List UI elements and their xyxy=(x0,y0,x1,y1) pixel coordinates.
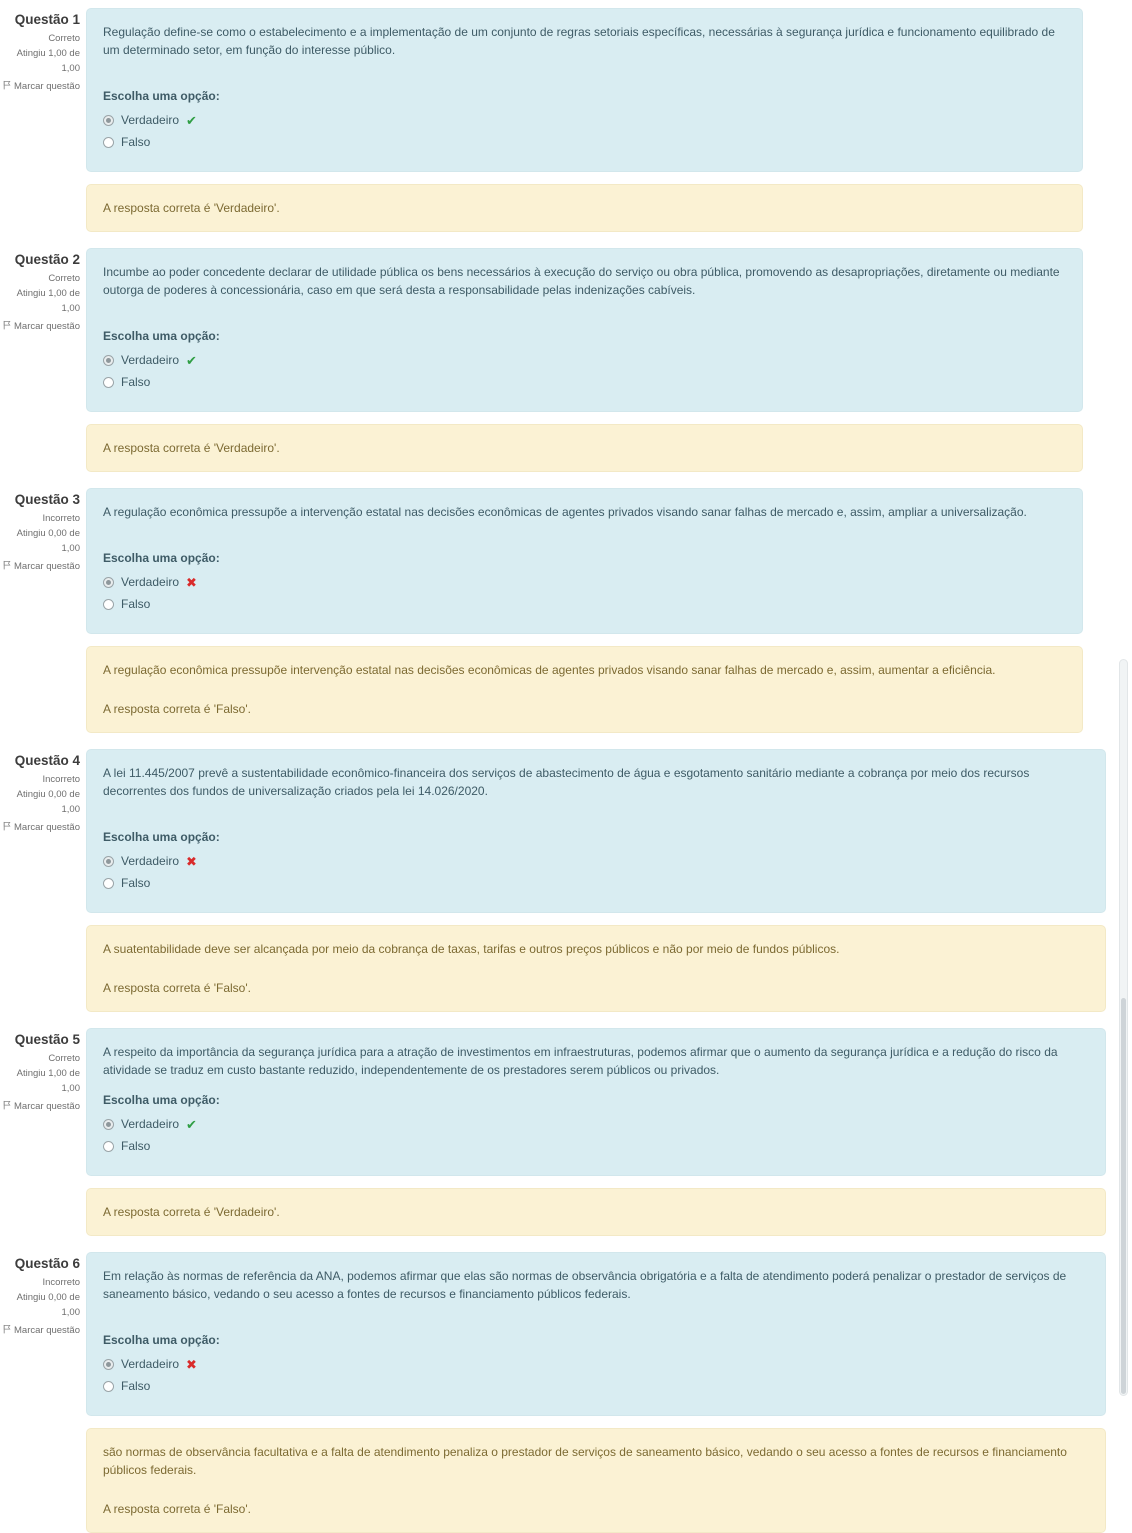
feedback-text: A resposta correta é 'Verdadeiro'. xyxy=(103,1205,280,1219)
feedback-text: A resposta correta é 'Falso'. xyxy=(103,702,251,716)
answer-options xyxy=(103,113,1066,149)
radio-verdadeiro[interactable] xyxy=(103,856,114,867)
answer-prompt: Escolha uma opção: xyxy=(103,1093,220,1107)
correct-check-icon: ✔ xyxy=(186,112,197,128)
question-body xyxy=(86,1028,1106,1176)
incorrect-cross-icon: ✖ xyxy=(186,574,197,590)
question-grade: Atingiu 0,00 de 1,00 xyxy=(16,788,80,815)
question-content xyxy=(86,488,1083,733)
option-verdadeiro[interactable] xyxy=(103,575,1066,589)
feedback-text: A resposta correta é 'Verdadeiro'. xyxy=(103,201,280,215)
question-number: Questão 4 xyxy=(14,753,80,768)
question-content xyxy=(86,1028,1106,1236)
option-label: Falso xyxy=(121,135,151,149)
feedback-text: A resposta correta é 'Falso'. xyxy=(103,1502,251,1516)
question-body xyxy=(86,749,1106,913)
question-state: Correto xyxy=(48,273,80,285)
question-text: Em relação às normas de referência da ANA, podemos afirmar que elas são normas de observância obrigatória e a falta de atendimento poderá penalizar o prestador de serviços de saneamento básico, vedando o seu acesso a fontes de recursos e financiamento públicos federais. xyxy=(103,1269,1067,1301)
correct-check-icon: ✔ xyxy=(186,352,197,368)
option-label: Verdadeiro xyxy=(121,1117,180,1131)
feedback-text: A regulação econômica pressupõe intervenção estatal nas decisões econômicas de agentes privados visando sanar falhas de mercado e, assim, aumentar a eficiência. xyxy=(103,663,996,677)
flag-icon xyxy=(2,1101,14,1112)
option-verdadeiro[interactable] xyxy=(103,1357,1089,1371)
feedback-box xyxy=(86,1428,1106,1533)
incorrect-cross-icon: ✖ xyxy=(186,1356,197,1372)
question-number: Questão 2 xyxy=(14,252,80,267)
answer-options xyxy=(103,1357,1089,1393)
option-falso[interactable] xyxy=(103,135,1066,149)
question-number: Questão 5 xyxy=(14,1032,80,1047)
question-state: Incorreto xyxy=(42,513,80,525)
flag-icon xyxy=(2,1325,14,1336)
option-label: Falso xyxy=(121,876,151,890)
question-grade: Atingiu 1,00 de 1,00 xyxy=(16,1067,80,1094)
question-content xyxy=(86,749,1106,1012)
flag-question-link[interactable] xyxy=(2,1100,80,1115)
question-grade: Atingiu 1,00 de 1,00 xyxy=(16,47,80,74)
radio-verdadeiro[interactable] xyxy=(103,1119,114,1130)
answer-prompt: Escolha uma opção: xyxy=(103,830,220,844)
option-verdadeiro[interactable] xyxy=(103,854,1089,868)
question-content xyxy=(86,248,1083,472)
radio-falso[interactable] xyxy=(103,137,114,148)
question-block xyxy=(0,749,1132,1012)
answer-prompt: Escolha uma opção: xyxy=(103,329,220,343)
option-verdadeiro[interactable] xyxy=(103,113,1066,127)
flag-question-link[interactable] xyxy=(2,80,80,95)
question-state: Correto xyxy=(48,1053,80,1065)
option-falso[interactable] xyxy=(103,876,1089,890)
flag-icon xyxy=(2,561,14,572)
feedback-box xyxy=(86,184,1083,232)
feedback-text: A resposta correta é 'Falso'. xyxy=(103,981,251,995)
answer-options xyxy=(103,854,1089,890)
flag-icon xyxy=(2,822,14,833)
scrollbar-track[interactable] xyxy=(1119,659,1128,1396)
question-info xyxy=(0,488,86,575)
answer-prompt: Escolha uma opção: xyxy=(103,1333,220,1347)
flag-label: Marcar questão xyxy=(14,822,81,834)
option-label: Verdadeiro xyxy=(121,353,180,367)
question-text: A lei 11.445/2007 prevê a sustentabilidade econômico-financeira dos serviços de abastecimento de água e esgotamento sanitário mediante a cobrança por meio dos recursos decorrentes dos fundos de universalização criados pela lei 14.026/2020. xyxy=(103,766,1030,798)
question-text: A respeito da importância da segurança jurídica para a atração de investimentos em infraestruturas, podemos afirmar que o aumento da segurança jurídica e a redução do risco da atividade se traduz em custo bastante reduzido, independentemente de os prestadores serem públicos ou privados. xyxy=(103,1045,1058,1077)
question-text: Regulação define-se como o estabelecimento e a implementação de um conjunto de regras setoriais específicas, necessárias à segurança jurídica e funcionamento equilibrado de um determinado setor, em função do interesse público. xyxy=(103,25,1055,57)
question-info xyxy=(0,749,86,836)
flag-label: Marcar questão xyxy=(14,1101,81,1113)
incorrect-cross-icon: ✖ xyxy=(186,853,197,869)
option-label: Falso xyxy=(121,597,151,611)
scrollbar-thumb[interactable] xyxy=(1121,998,1126,1394)
flag-label: Marcar questão xyxy=(14,81,81,93)
flag-question-link[interactable] xyxy=(2,821,80,836)
question-block xyxy=(0,488,1132,733)
flag-icon xyxy=(2,321,14,332)
option-falso[interactable] xyxy=(103,1379,1089,1393)
option-label: Verdadeiro xyxy=(121,575,180,589)
option-falso[interactable] xyxy=(103,597,1066,611)
feedback-text: são normas de observância facultativa e a falta de atendimento penaliza o prestador de serviços de saneamento básico, vedando o seu acesso a fontes de recursos e financiamento públicos federais. xyxy=(103,1445,1067,1477)
flag-question-link[interactable] xyxy=(2,560,80,575)
question-block xyxy=(0,248,1132,472)
radio-verdadeiro[interactable] xyxy=(103,355,114,366)
question-info xyxy=(0,248,86,335)
question-body xyxy=(86,1252,1106,1416)
flag-label: Marcar questão xyxy=(14,561,81,573)
radio-verdadeiro[interactable] xyxy=(103,115,114,126)
question-content xyxy=(86,1252,1106,1533)
radio-falso[interactable] xyxy=(103,1381,114,1392)
radio-verdadeiro[interactable] xyxy=(103,577,114,588)
option-falso[interactable] xyxy=(103,1139,1089,1153)
option-label: Falso xyxy=(121,1139,151,1153)
question-body xyxy=(86,488,1083,634)
question-state: Correto xyxy=(48,33,80,45)
radio-verdadeiro[interactable] xyxy=(103,1359,114,1370)
answer-options xyxy=(103,575,1066,611)
question-block xyxy=(0,1028,1132,1236)
answer-prompt: Escolha uma opção: xyxy=(103,551,220,565)
flag-label: Marcar questão xyxy=(14,1325,81,1337)
option-label: Falso xyxy=(121,375,151,389)
option-verdadeiro[interactable] xyxy=(103,353,1066,367)
question-content xyxy=(86,8,1083,232)
option-verdadeiro[interactable] xyxy=(103,1117,1089,1131)
feedback-text: A resposta correta é 'Verdadeiro'. xyxy=(103,441,280,455)
question-info xyxy=(0,1028,86,1115)
feedback-text: A suatentabilidade deve ser alcançada por meio da cobrança de taxas, tarifas e outros preços públicos e não por meio de fundos públicos. xyxy=(103,942,840,956)
radio-falso[interactable] xyxy=(103,1141,114,1152)
feedback-box xyxy=(86,1188,1106,1236)
radio-falso[interactable] xyxy=(103,377,114,388)
answer-prompt: Escolha uma opção: xyxy=(103,89,220,103)
question-body xyxy=(86,248,1083,412)
correct-check-icon: ✔ xyxy=(186,1116,197,1132)
question-block xyxy=(0,1252,1132,1533)
question-info xyxy=(0,1252,86,1339)
option-label: Verdadeiro xyxy=(121,113,180,127)
question-state: Incorreto xyxy=(42,774,80,786)
question-text: Incumbe ao poder concedente declarar de utilidade pública os bens necessários à execução do serviço ou obra pública, promovendo as desapropriações, diretamente ou mediante outorga de poderes à concessionária, caso em que será desta a responsabilidade pelas indenizações cabíveis. xyxy=(103,265,1060,297)
question-info xyxy=(0,8,86,95)
option-label: Verdadeiro xyxy=(121,854,180,868)
option-label: Falso xyxy=(121,1379,151,1393)
radio-falso[interactable] xyxy=(103,878,114,889)
flag-icon xyxy=(2,81,14,92)
feedback-box xyxy=(86,925,1106,1012)
flag-question-link[interactable] xyxy=(2,320,80,335)
question-state: Incorreto xyxy=(42,1277,80,1289)
flag-label: Marcar questão xyxy=(14,321,81,333)
question-text: A regulação econômica pressupõe a intervenção estatal nas decisões econômicas de agentes privados visando sanar falhas de mercado e, assim, ampliar a universalização. xyxy=(103,505,1027,519)
question-grade: Atingiu 1,00 de 1,00 xyxy=(16,287,80,314)
feedback-box xyxy=(86,424,1083,472)
question-number: Questão 1 xyxy=(14,12,80,27)
radio-falso[interactable] xyxy=(103,599,114,610)
flag-question-link[interactable] xyxy=(2,1324,80,1339)
option-label: Verdadeiro xyxy=(121,1357,180,1371)
answer-options xyxy=(103,353,1066,389)
feedback-box xyxy=(86,646,1083,733)
question-body xyxy=(86,8,1083,172)
question-grade: Atingiu 0,00 de 1,00 xyxy=(16,527,80,554)
question-grade: Atingiu 0,00 de 1,00 xyxy=(16,1291,80,1318)
answer-options xyxy=(103,1117,1089,1153)
question-block xyxy=(0,8,1132,232)
question-number: Questão 3 xyxy=(14,492,80,507)
option-falso[interactable] xyxy=(103,375,1066,389)
question-number: Questão 6 xyxy=(14,1256,80,1271)
